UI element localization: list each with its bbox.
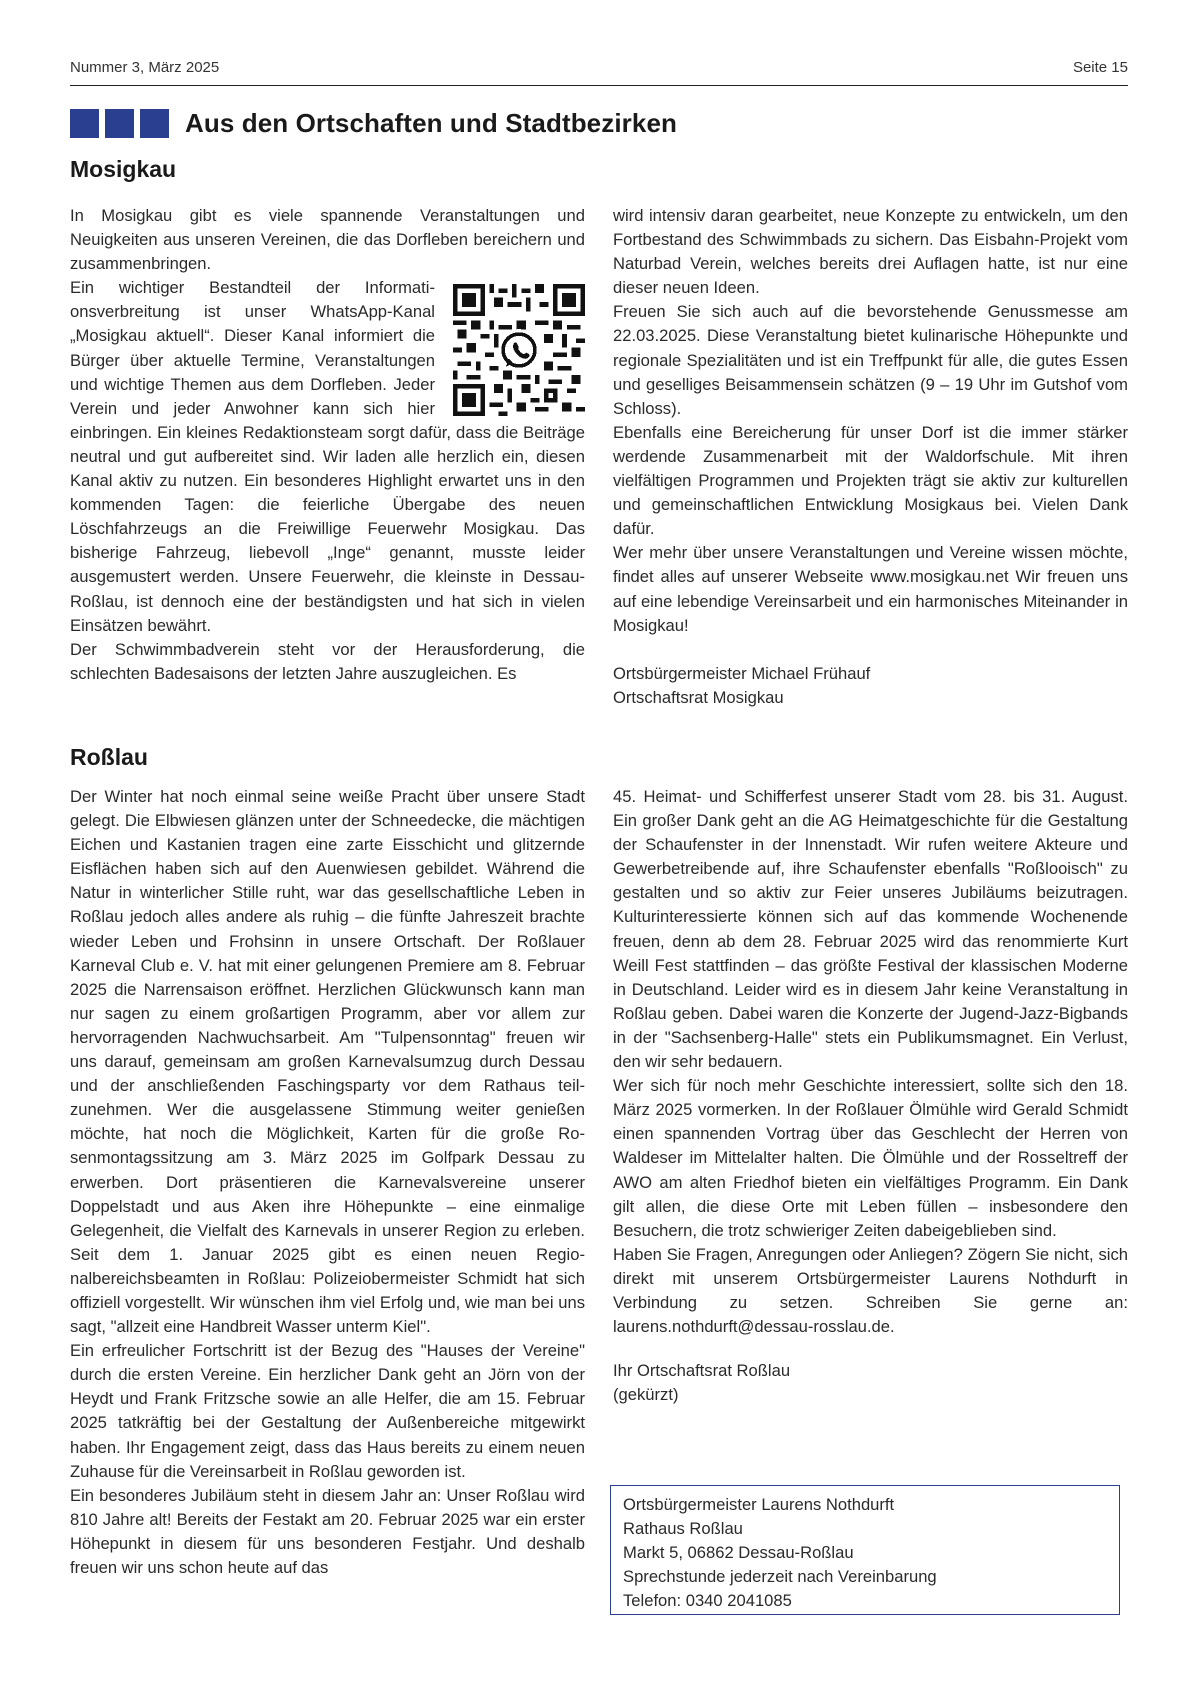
rubric-square-icon <box>105 109 134 138</box>
signature-mosigkau <box>613 662 1128 710</box>
contact-location: Rathaus Roßlau <box>623 1519 743 1539</box>
signature-line: Ortsbürgermeister Michael Frühauf <box>613 663 871 683</box>
paragraph: In Mosigkau gibt es viele spannende Veranstaltungen und Neuigkeiten aus unseren Vereinen, die das Dorfleben bereichern und zusammenbringen. <box>70 206 585 274</box>
mosigkau-column-left <box>70 204 585 686</box>
rosslau-column-left <box>70 785 585 1580</box>
paragraph: Der Schwimmbadverein steht vor der Herausforderung, die schlechten Badesaisons der letzten Jahre auszugleichen. Es <box>70 639 585 683</box>
signature-line: Ortschaftsrat Mosigkau <box>613 687 784 707</box>
section-title-mosigkau: Mosigkau <box>70 156 177 182</box>
paragraph: Der Winter hat noch einmal seine weiße Pracht über unsere Stadt gelegt. Die Elbwiesen glänzen unter der Schneedecke, die mächtigen Eichen und Kastanien tragen eine zarte Eisschicht und glitzernde Eisflächen haben sich auf den Auenwiesen gebildet. Während die Natur in winterlicher Stille ruht, war das gesellschaftliche Leben in Roßlau jedoch alles andere als ruhig – die fünfte Jahreszeit brachte wieder Leben und Frohsinn in unsere Ortschaft. Der Roßlauer Karneval Club e. V. hat mit einer gelungenen Premiere am 8. Februar 2025 die Narrensaison eröffnet. Herzlichen Glückwunsch kann man nur sagen zu einem großartigen Programm, aber vor allem zur hervorragenden Nachwuchsarbeit. Am "Tulpensonntag" freuen wir uns darauf, gemeinsam am großen Karnevalsumzug durch Dessau und der anschließenden Faschingsparty vor dem Rathaus teilzunehmen. Wer die ausgelassene Stimmung weiter genießen möchte, hat noch die Möglichkeit, Karten für die große Rosenmontagssitzung am 3. März 2025 im Golfpark Dessau zu erwerben. Dort präsentieren die Karnevalsvereine unserer Doppelstadt und aus Aken ihre Höhepunkte – eine einmalige Gelegenheit, die Vielfalt des Karnevals in unserer Region zu erleben. Seit dem 1. Januar 2025 gibt es einen neuen Regionalbereichsbeamten in Roßlau: Polizeiobermeister Schmidt hat sich offiziell vorgestellt. Wir wünschen ihm viel Erfolg und, wie man bei uns sagt, "allzeit eine Handbreit Wasser unterm Kiel". <box>70 787 585 1337</box>
section-title-rosslau: Roßlau <box>70 744 148 770</box>
paragraph: Ein wichtiger Bestandteil der Informationsverbreitung ist unser WhatsApp-Kanal „Mosigkau aktuell“. Dieser Kanal informiert die Bürger über aktuelle Termine, Veranstaltungen und wichtige Themen aus dem Dorfleben. Jeder Verein und jeder Anwohner kann sich hier einbringen. Ein kleines Redaktionsteam sorgt dafür, dass die Beiträge neutral und gut aufbereitet sind. Wir laden alle herzlich ein, diesen Kanal aktiv zu nutzen. Ein besonderes Highlight erwartet uns in den kommenden Tagen: die feierliche Übergabe des neuen Löschfahrzeugs an die Freiwillige Feuerwehr Mosigkau. Das bisherige Fahrzeug, liebevoll „Inge“ genannt, musste leider ausgemustert werden. Unsere Feuerwehr, die kleinste in Dessau-Roßlau, ist dennoch eine der beständigsten und hat sich in vielen Einsätzen bewährt. <box>70 278 585 635</box>
rubric-square-icon <box>70 109 99 138</box>
mosigkau-column-right <box>613 204 1128 710</box>
contact-name: Ortsbürgermeister Laurens Nothdurft <box>623 1495 895 1514</box>
page-header <box>70 57 1128 86</box>
rubric-heading <box>70 108 677 138</box>
contact-hours: Sprechstunde jederzeit nach Vereinbarung <box>623 1567 937 1587</box>
rubric-square-icon <box>140 109 169 138</box>
page-number: Seite 15 <box>1072 59 1128 76</box>
signature-line: Ihr Ortschaftsrat Roßlau <box>613 1361 791 1381</box>
paragraph: Ebenfalls eine Bereicherung für unser Dorf ist die immer stärker werdende Zusammenarbeit mit der Waldorfschule. Mit ihren vielfältigen Programmen und Projekten trägt sie aktiv zur kulturellen und gemeinschaftlichen Entwicklung Mosigkaus bei. Vielen Dank dafür. <box>613 422 1128 539</box>
paragraph: Wer sich für noch mehr Geschichte interessiert, sollte sich den 18. März 2025 vormerken. In der Roßlauer Ölmühle wird Gerald Schmidt einen spannenden Vortrag über das Geschlecht der Herren von Waldeser im Mittelalter halten. Die Ölmühle und der Rosseltreff der AWO am alten Friedhof bieten ein vielfältiges Programm. Ein Dank gilt allen, die diese Orte mit Leben füllen – insbesondere den Besuchern, die trotz schwieriger Zeiten dabeigeblieben sind. <box>613 1076 1128 1240</box>
paragraph: Ein erfreulicher Fortschritt ist der Bezug des "Hauses der Vereine" durch die ersten Vereine. Ein herzlicher Dank geht an Jörn von der Heydt und Frank Fritzsche sowie an alle Helfer, die am 15. Februar 2025 tatkräftig bei der Gestaltung der Außenbereiche mitgewirkt haben. Ihr Engagement zeigt, dass das Haus bereits zu einem neuen Zuhause für die Vereinsarbeit in Roßlau geworden ist. <box>70 1341 585 1481</box>
paragraph: 45. Heimat- und Schifferfest unserer Stadt vom 28. bis 31. August. Ein großer Dank geht an die AG Heimatgeschichte für die Gestaltung der Schaufenster in der Innenstadt. Wir rufen weitere Akteure und Gewerbetreibende auf, ihre Schaufenster ebenfalls "Roßlooisch" zu gestalten und so aktiv zur Feier unseres Jubiläums beizutragen. Kulturinteressierte können sich auf das kommende Wochenende freuen, denn ab dem 28. Februar 2025 wird das renommierte Kurt Weill Fest stattfinden – das größte Festival der klassischen Moderne in Deutschland. Leider wird es in diesem Jahr keine Veranstaltung in Roßlau geben. Dabei waren die Konzerte der Jugend-Jazz-Bigbands in der "Sachsenberg-Halle" stets ein Publikumsmagnet. Ein Verlust, den wir sehr bedauern. <box>613 787 1128 1072</box>
contact-info-box <box>610 1485 1120 1615</box>
paragraph: Wer mehr über unsere Veranstaltungen und Vereine wissen möchte, findet alles auf unserer Webseite www.mosigkau.net Wir freuen uns auf eine lebendige Vereinsarbeit und ein harmonisches Miteinander in Mosigkau! <box>613 543 1128 635</box>
rosslau-column-right <box>613 785 1128 1407</box>
paragraph: wird intensiv daran gearbeitet, neue Konzepte zu entwickeln, um den Fortbestand des Schwimmbads zu sichern. Das Eisbahn-Projekt vom Naturbad Verein, welches bereits drei Auflagen hatte, ist nur eine dieser neuen Ideen. <box>613 206 1128 298</box>
rubric-title: Aus den Ortschaften und Stadtbezirken <box>185 107 677 138</box>
whatsapp-qr-code[interactable] <box>453 284 585 416</box>
signature-line: (gekürzt) <box>613 1385 679 1405</box>
contact-address: Markt 5, 06862 Dessau-Roßlau <box>623 1543 854 1563</box>
qr-code-icon <box>453 284 585 416</box>
contact-phone: Telefon: 0340 2041085 <box>623 1591 792 1611</box>
paragraph: Haben Sie Fragen, Anregungen oder Anliegen? Zögern Sie nicht, sich direkt mit unserem Ortsbürgermeister Laurens Nothdurft in Verbindung zu setzen. Schreiben Sie gerne an: laurens.nothdurft@dessau-rosslau.de. <box>613 1244 1128 1337</box>
issue-label: Nummer 3, März 2025 <box>70 59 220 76</box>
paragraph: Ein besonderes Jubiläum steht in diesem Jahr an: Unser Roßlau wird 810 Jahre alt! Bereits der Festakt am 20. Februar 2025 war ein erster Höhepunkt in diesem für uns besonderen Festjahr. Und deshalb freuen wir uns schon heute auf das <box>70 1485 585 1577</box>
paragraph: Freuen Sie sich auch auf die bevorstehende Genussmesse am 22.03.2025. Diese Veranstaltung bietet kulinarische Höhepunkte und regionale Spezialitäten und ist ein Treffpunkt für alle, die gutes Essen und geselliges Beisammensein schätzen (9 – 19 Uhr im Gutshof vom Schloss). <box>613 302 1128 418</box>
signature-rosslau <box>613 1359 1128 1407</box>
